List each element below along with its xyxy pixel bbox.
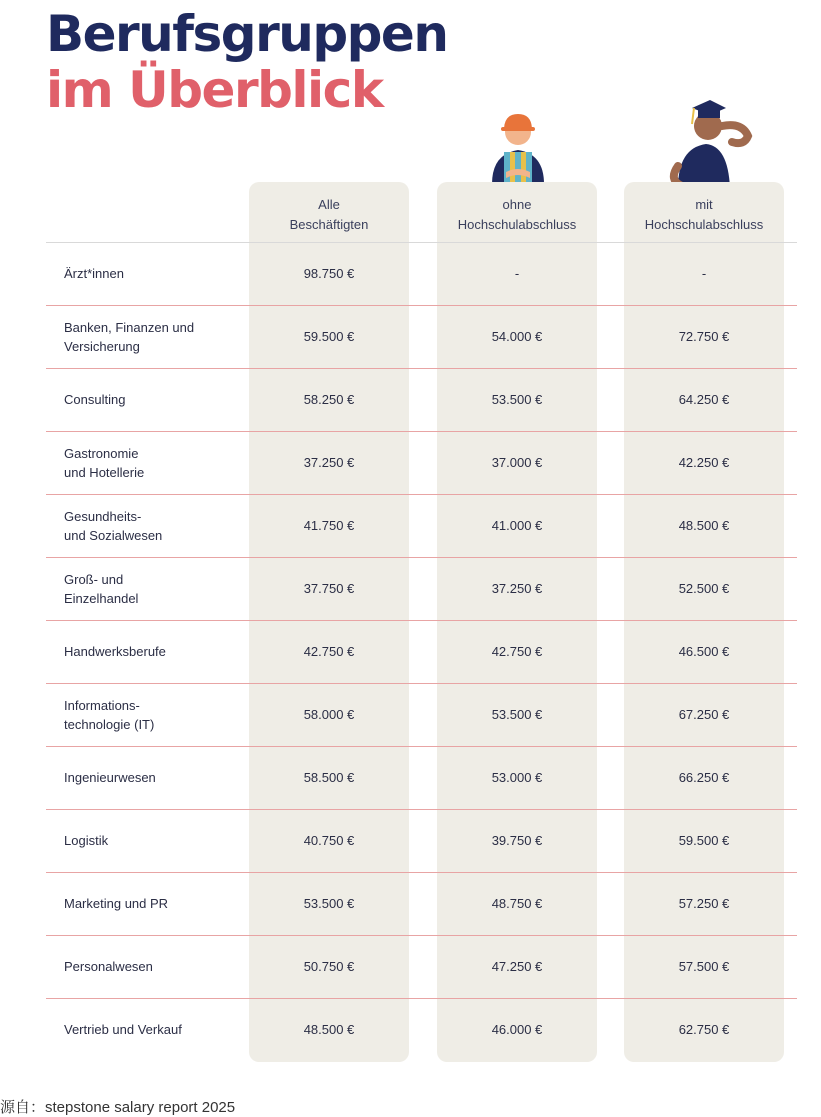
table-row xyxy=(46,872,797,935)
table-row xyxy=(46,305,797,368)
table-row xyxy=(46,368,797,431)
cell-ohne: 37.250 € xyxy=(491,581,543,596)
cell-mit: 48.500 € xyxy=(678,518,730,533)
cell-alle: 42.750 € xyxy=(303,644,355,659)
column-header-ohne: ohne Hochschulabschluss xyxy=(457,197,577,232)
cell-mit: 72.750 € xyxy=(678,329,730,344)
title-line-1: Berufsgruppen xyxy=(46,5,448,63)
cell-ohne: 53.000 € xyxy=(491,770,543,785)
cell-alle: 58.500 € xyxy=(303,770,355,785)
row-label: Personalwesen xyxy=(64,959,153,974)
table-row xyxy=(46,809,797,872)
column-header-mit: mit Hochschulabschluss xyxy=(644,197,764,232)
row-label: Ärzt*innen xyxy=(64,266,124,281)
cell-alle: 50.750 € xyxy=(303,959,355,974)
graduate-illustration-icon xyxy=(668,96,758,188)
cell-mit: 59.500 € xyxy=(678,833,730,848)
cell-ohne: 48.750 € xyxy=(491,896,543,911)
cell-mit: 57.500 € xyxy=(678,959,730,974)
row-label: Banken, Finanzen und Versicherung xyxy=(64,319,195,354)
cell-mit: 66.250 € xyxy=(678,770,730,785)
row-label: Marketing und PR xyxy=(64,896,169,911)
cell-ohne: 46.000 € xyxy=(491,1022,543,1037)
cell-ohne: 41.000 € xyxy=(491,518,543,533)
row-label: Gastronomie und Hotellerie xyxy=(64,445,145,480)
cell-alle: 59.500 € xyxy=(303,329,355,344)
cell-ohne: 39.750 € xyxy=(491,833,543,848)
page-title xyxy=(46,6,447,118)
row-label: Handwerksberufe xyxy=(64,644,166,659)
cell-mit: 46.500 € xyxy=(678,644,730,659)
cell-ohne: 47.250 € xyxy=(491,959,543,974)
cell-mit: 57.250 € xyxy=(678,896,730,911)
cell-alle: 40.750 € xyxy=(303,833,355,848)
cell-mit: 67.250 € xyxy=(678,707,730,722)
cell-mit: 52.500 € xyxy=(678,581,730,596)
table-row xyxy=(46,998,797,1061)
cell-alle: 48.500 € xyxy=(303,1022,355,1037)
row-label: Vertrieb und Verkauf xyxy=(64,1022,182,1037)
row-label: Logistik xyxy=(64,833,109,848)
cell-mit: 62.750 € xyxy=(678,1022,730,1037)
cell-alle: 98.750 € xyxy=(303,266,355,281)
cell-ohne: - xyxy=(514,266,520,281)
row-label: Consulting xyxy=(64,392,126,407)
cell-mit: 64.250 € xyxy=(678,392,730,407)
table-row xyxy=(46,746,797,809)
row-label: Gesundheits- und Sozialwesen xyxy=(64,508,163,543)
row-label: Informations- technologie (IT) xyxy=(64,697,155,732)
title-line-2: im Überblick xyxy=(46,61,383,119)
cell-mit: - xyxy=(701,266,707,281)
column-header-alle: Alle Beschäftigten xyxy=(289,197,369,232)
cell-ohne: 42.750 € xyxy=(491,644,543,659)
table-row xyxy=(46,494,797,557)
table-row xyxy=(46,935,797,998)
table-row xyxy=(46,431,797,494)
table-row xyxy=(46,557,797,620)
source-footer: 源自：stepstone salary report 2025 xyxy=(0,1099,236,1116)
worker-illustration-icon xyxy=(488,108,548,184)
cell-alle: 37.750 € xyxy=(303,581,355,596)
cell-ohne: 37.000 € xyxy=(491,455,543,470)
table-row xyxy=(46,683,797,746)
table-row xyxy=(46,242,797,305)
cell-ohne: 53.500 € xyxy=(491,392,543,407)
table-row xyxy=(46,620,797,683)
row-label: Groß- und Einzelhandel xyxy=(64,571,139,606)
cell-alle: 58.000 € xyxy=(303,707,355,722)
row-label: Ingenieurwesen xyxy=(64,770,156,785)
cell-mit: 42.250 € xyxy=(678,455,730,470)
cell-alle: 37.250 € xyxy=(303,455,355,470)
cell-ohne: 54.000 € xyxy=(491,329,543,344)
cell-alle: 41.750 € xyxy=(303,518,355,533)
cell-alle: 58.250 € xyxy=(303,392,355,407)
cell-ohne: 53.500 € xyxy=(491,707,543,722)
cell-alle: 53.500 € xyxy=(303,896,355,911)
